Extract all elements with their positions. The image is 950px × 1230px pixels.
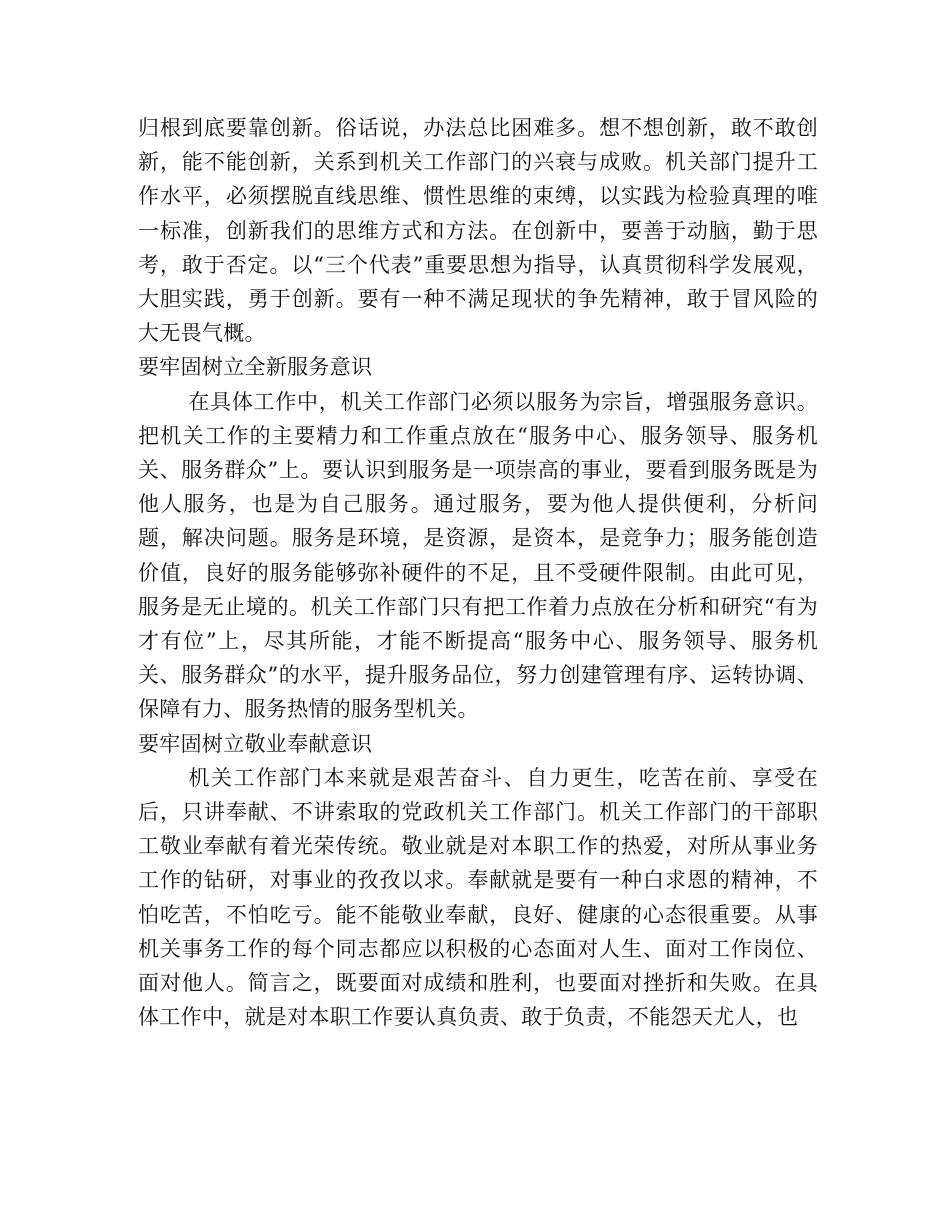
paragraph-innovation: 归根到底要靠创新。俗话说，办法总比困难多。想不想创新，敢不敢创新，能不能创新，关系到机关工作部门的兴衰与成败。机关部门提升工作水平，必须摆脱直线思维、惯性思维的束缚，以实践为检验真理的唯一标准，创新我们的思维方式和方法。在创新中，要善于动脑，勤于思考，敢于否定。以“三个代表”重要思想为指导，认真贯彻科学发展观，大胆实践，勇于创新。要有一种不满足现状的争先精神，敢于冒风险的大无畏气概。: [138, 116, 818, 346]
document-body: [138, 111, 818, 1034]
paragraph-dedication: 机关工作部门本来就是艰苦奋斗、自力更生，吃苦在前、享受在后，只讲奉献、不讲索取的党政机关工作部门。机关工作部门的干部职工敬业奉献有着光荣传统。敬业就是对本职工作的热爱，对所从事业务工作的钻研，对事业的孜孜以求。奉献就是要有一种白求恩的精神，不怕吃苦，不怕吃亏。能不能敬业奉献，良好、健康的心态很重要。从事机关事务工作的每个同志都应以积极的心态面对人生、面对工作岗位、面对他人。简言之，既要面对成绩和胜利，也要面对挫折和失败。在具体工作中，就是对本职工作要认真负责、敢于负责，不能怨天尤人，也: [138, 765, 818, 1030]
section-heading-dedication: 要牢固树立敬业奉献意识: [138, 731, 373, 756]
paragraph-service: 在具体工作中，机关工作部门必须以服务为宗旨，增强服务意识。把机关工作的主要精力和工作重点放在“服务中心、服务领导、服务机关、服务群众”上。要认识到服务是一项崇高的事业，要看到服务既是为他人服务，也是为自己服务。通过服务，要为他人提供便利，分析问题，解决问题。服务是环境，是资源，是资本，是竞争力；服务能创造价值，良好的服务能够弥补硬件的不足，且不受硬件限制。由此可见，服务是无止境的。机关工作部门只有把工作着力点放在分析和研究“有为才有位”上，尽其所能，才能不断提高“服务中心、服务领导、服务机关、服务群众”的水平，提升服务品位，努力创建管理有序、运转协调、保障有力、服务热情的服务型机关。: [138, 389, 818, 722]
section-heading-service: 要牢固树立全新服务意识: [138, 355, 373, 380]
